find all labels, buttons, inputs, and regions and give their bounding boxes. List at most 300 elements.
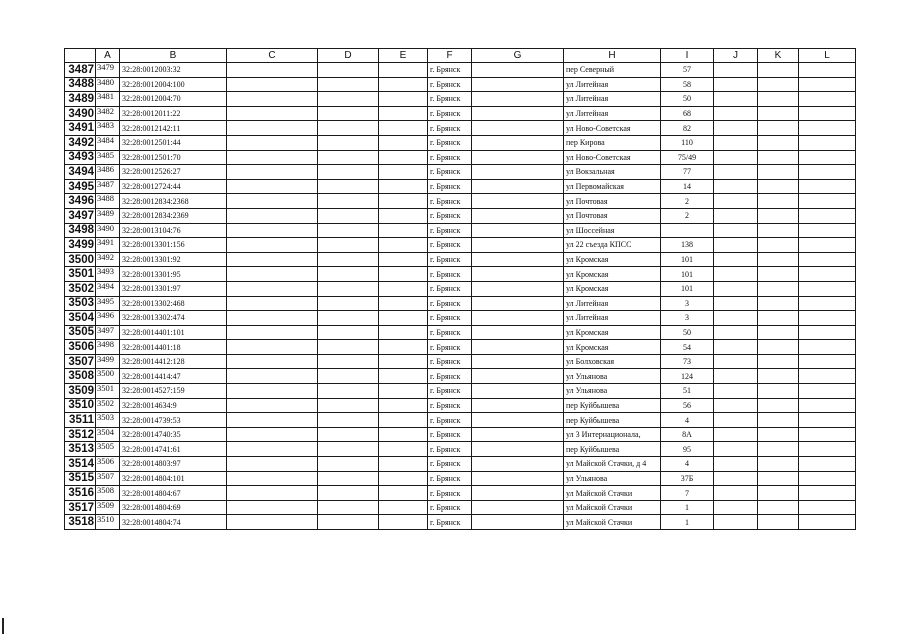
empty-cell-l — [799, 369, 856, 384]
empty-cell-j — [714, 92, 758, 107]
empty-cell-l — [799, 165, 856, 180]
empty-cell-j — [714, 63, 758, 78]
cadastral-number-cell: 32:28:0012724:44 — [120, 179, 227, 194]
empty-cell-c — [227, 340, 318, 355]
empty-cell-d — [318, 457, 379, 472]
cadastral-number-cell: 32:28:0012501:70 — [120, 150, 227, 165]
street-cell: ул Ульянова — [564, 384, 661, 399]
index-cell: 3482 — [96, 106, 120, 121]
empty-cell-g — [472, 398, 564, 413]
empty-cell-j — [714, 398, 758, 413]
empty-cell-j — [714, 457, 758, 472]
empty-cell-c — [227, 515, 318, 530]
city-cell: г. Брянск — [428, 63, 472, 78]
empty-cell-k — [758, 340, 799, 355]
empty-cell-e — [379, 384, 428, 399]
empty-cell-k — [758, 369, 799, 384]
house-number-cell: 110 — [661, 135, 714, 150]
empty-cell-g — [472, 223, 564, 238]
empty-cell-e — [379, 340, 428, 355]
empty-cell-e — [379, 252, 428, 267]
row-number-cell: 3498 — [65, 223, 96, 238]
empty-cell-c — [227, 165, 318, 180]
index-cell: 3497 — [96, 325, 120, 340]
empty-cell-j — [714, 413, 758, 428]
empty-cell-l — [799, 427, 856, 442]
empty-cell-d — [318, 179, 379, 194]
empty-cell-j — [714, 121, 758, 136]
index-cell: 3479 — [96, 63, 120, 78]
empty-cell-e — [379, 442, 428, 457]
city-cell: г. Брянск — [428, 121, 472, 136]
table-row — [65, 223, 856, 238]
empty-cell-k — [758, 281, 799, 296]
row-number-cell: 3507 — [65, 354, 96, 369]
cadastral-number-cell: 32:28:0012004:70 — [120, 92, 227, 107]
empty-cell-j — [714, 296, 758, 311]
empty-cell-c — [227, 471, 318, 486]
empty-cell-j — [714, 500, 758, 515]
house-number-cell: 101 — [661, 281, 714, 296]
empty-cell-l — [799, 208, 856, 223]
empty-cell-c — [227, 106, 318, 121]
table-row — [65, 150, 856, 165]
empty-cell-e — [379, 223, 428, 238]
empty-cell-j — [714, 442, 758, 457]
table-row — [65, 135, 856, 150]
street-cell: ул Почтовая — [564, 208, 661, 223]
empty-cell-c — [227, 457, 318, 472]
empty-cell-g — [472, 106, 564, 121]
index-cell: 3486 — [96, 165, 120, 180]
table-row — [65, 63, 856, 78]
row-number-cell: 3517 — [65, 500, 96, 515]
empty-cell-e — [379, 92, 428, 107]
empty-cell-c — [227, 311, 318, 326]
empty-cell-k — [758, 515, 799, 530]
city-cell: г. Брянск — [428, 165, 472, 180]
empty-cell-g — [472, 340, 564, 355]
table-row — [65, 413, 856, 428]
street-cell: ул Ульянова — [564, 471, 661, 486]
column-header-a: A — [96, 49, 120, 63]
city-cell: г. Брянск — [428, 398, 472, 413]
table-body — [65, 63, 856, 530]
index-cell: 3502 — [96, 398, 120, 413]
empty-cell-k — [758, 223, 799, 238]
empty-cell-g — [472, 325, 564, 340]
column-header-l: L — [799, 49, 856, 63]
empty-cell-d — [318, 340, 379, 355]
row-number-cell: 3503 — [65, 296, 96, 311]
house-number-cell: 57 — [661, 63, 714, 78]
empty-cell-d — [318, 515, 379, 530]
empty-cell-e — [379, 515, 428, 530]
street-cell: ул Майской Стачки — [564, 515, 661, 530]
street-cell: ул Литейная — [564, 77, 661, 92]
empty-cell-l — [799, 238, 856, 253]
cadastral-number-cell: 32:28:0014634:9 — [120, 398, 227, 413]
empty-cell-l — [799, 281, 856, 296]
table-row — [65, 179, 856, 194]
empty-cell-e — [379, 194, 428, 209]
empty-cell-g — [472, 369, 564, 384]
cadastral-number-cell: 32:28:0013302:474 — [120, 311, 227, 326]
table-row — [65, 77, 856, 92]
empty-cell-j — [714, 208, 758, 223]
cadastral-number-cell: 32:28:0012501:44 — [120, 135, 227, 150]
cadastral-number-cell: 32:28:0013302:468 — [120, 296, 227, 311]
empty-cell-d — [318, 77, 379, 92]
row-number-cell: 3489 — [65, 92, 96, 107]
index-cell: 3489 — [96, 208, 120, 223]
table-row — [65, 500, 856, 515]
empty-cell-j — [714, 179, 758, 194]
city-cell: г. Брянск — [428, 267, 472, 282]
house-number-cell: 3 — [661, 311, 714, 326]
city-cell: г. Брянск — [428, 340, 472, 355]
table-row — [65, 208, 856, 223]
table-row — [65, 354, 856, 369]
city-cell: г. Брянск — [428, 354, 472, 369]
cadastral-number-cell: 32:28:0012003:32 — [120, 63, 227, 78]
empty-cell-c — [227, 281, 318, 296]
empty-cell-l — [799, 121, 856, 136]
empty-cell-k — [758, 77, 799, 92]
street-cell: ул Ново-Советская — [564, 150, 661, 165]
empty-cell-j — [714, 106, 758, 121]
index-cell: 3485 — [96, 150, 120, 165]
column-header-row — [65, 49, 856, 63]
column-header-b: B — [120, 49, 227, 63]
empty-cell-g — [472, 150, 564, 165]
empty-cell-l — [799, 442, 856, 457]
empty-cell-d — [318, 92, 379, 107]
city-cell: г. Брянск — [428, 77, 472, 92]
cadastral-number-cell: 32:28:0012004:100 — [120, 77, 227, 92]
empty-cell-d — [318, 165, 379, 180]
row-number-cell: 3516 — [65, 486, 96, 501]
house-number-cell: 14 — [661, 179, 714, 194]
table-row — [65, 442, 856, 457]
row-number-cell: 3492 — [65, 135, 96, 150]
empty-cell-l — [799, 179, 856, 194]
index-cell: 3503 — [96, 413, 120, 428]
empty-cell-g — [472, 471, 564, 486]
empty-cell-k — [758, 311, 799, 326]
cadastral-number-cell: 32:28:0013301:156 — [120, 238, 227, 253]
empty-cell-j — [714, 135, 758, 150]
empty-cell-e — [379, 281, 428, 296]
empty-cell-l — [799, 398, 856, 413]
cadastral-number-cell: 32:28:0014527:159 — [120, 384, 227, 399]
empty-cell-j — [714, 486, 758, 501]
house-number-cell: 50 — [661, 325, 714, 340]
empty-cell-c — [227, 500, 318, 515]
empty-cell-l — [799, 471, 856, 486]
index-cell: 3507 — [96, 471, 120, 486]
house-number-cell: 73 — [661, 354, 714, 369]
empty-cell-k — [758, 63, 799, 78]
house-number-cell: 101 — [661, 267, 714, 282]
table-row — [65, 457, 856, 472]
empty-cell-k — [758, 457, 799, 472]
street-cell: ул Болховская — [564, 354, 661, 369]
table-row — [65, 121, 856, 136]
cadastral-number-cell: 32:28:0013301:95 — [120, 267, 227, 282]
city-cell: г. Брянск — [428, 325, 472, 340]
empty-cell-g — [472, 238, 564, 253]
street-cell: ул Первомайская — [564, 179, 661, 194]
street-cell: ул Кромская — [564, 281, 661, 296]
empty-cell-l — [799, 223, 856, 238]
table-row — [65, 194, 856, 209]
empty-cell-g — [472, 500, 564, 515]
empty-cell-c — [227, 194, 318, 209]
house-number-cell: 56 — [661, 398, 714, 413]
city-cell: г. Брянск — [428, 252, 472, 267]
empty-cell-l — [799, 252, 856, 267]
empty-cell-k — [758, 92, 799, 107]
street-cell: пер Северный — [564, 63, 661, 78]
empty-cell-c — [227, 486, 318, 501]
empty-cell-j — [714, 165, 758, 180]
index-cell: 3501 — [96, 384, 120, 399]
empty-cell-d — [318, 135, 379, 150]
empty-cell-g — [472, 486, 564, 501]
empty-cell-e — [379, 77, 428, 92]
street-cell: ул Литейная — [564, 92, 661, 107]
table-row — [65, 515, 856, 530]
table-row — [65, 427, 856, 442]
empty-cell-k — [758, 179, 799, 194]
empty-cell-e — [379, 121, 428, 136]
empty-cell-e — [379, 427, 428, 442]
street-cell: ул Вокзальная — [564, 165, 661, 180]
empty-cell-e — [379, 238, 428, 253]
empty-cell-k — [758, 252, 799, 267]
empty-cell-d — [318, 500, 379, 515]
street-cell: ул Майской Стачки, д 4 — [564, 457, 661, 472]
empty-cell-j — [714, 369, 758, 384]
cadastral-number-cell: 32:28:0013301:97 — [120, 281, 227, 296]
empty-cell-c — [227, 223, 318, 238]
empty-cell-d — [318, 369, 379, 384]
street-cell: ул Шоссейная — [564, 223, 661, 238]
empty-cell-c — [227, 354, 318, 369]
index-cell: 3504 — [96, 427, 120, 442]
empty-cell-k — [758, 208, 799, 223]
index-cell: 3481 — [96, 92, 120, 107]
cadastral-number-cell: 32:28:0014804:69 — [120, 500, 227, 515]
row-number-cell: 3491 — [65, 121, 96, 136]
empty-cell-g — [472, 354, 564, 369]
empty-cell-g — [472, 92, 564, 107]
house-number-cell: 3 — [661, 296, 714, 311]
empty-cell-l — [799, 413, 856, 428]
empty-cell-c — [227, 325, 318, 340]
empty-cell-k — [758, 267, 799, 282]
empty-cell-d — [318, 150, 379, 165]
empty-cell-l — [799, 296, 856, 311]
empty-cell-c — [227, 384, 318, 399]
cadastral-number-cell: 32:28:0014739:53 — [120, 413, 227, 428]
city-cell: г. Брянск — [428, 238, 472, 253]
index-cell: 3487 — [96, 179, 120, 194]
empty-cell-g — [472, 252, 564, 267]
empty-cell-j — [714, 252, 758, 267]
empty-cell-c — [227, 413, 318, 428]
row-number-cell: 3493 — [65, 150, 96, 165]
street-cell: ул Кромская — [564, 325, 661, 340]
house-number-cell: 58 — [661, 77, 714, 92]
column-header-j: J — [714, 49, 758, 63]
row-number-cell: 3501 — [65, 267, 96, 282]
empty-cell-j — [714, 471, 758, 486]
index-cell: 3495 — [96, 296, 120, 311]
empty-cell-k — [758, 325, 799, 340]
index-cell: 3496 — [96, 311, 120, 326]
house-number-cell: 82 — [661, 121, 714, 136]
empty-cell-g — [472, 63, 564, 78]
city-cell: г. Брянск — [428, 500, 472, 515]
table-row — [65, 238, 856, 253]
house-number-cell: 54 — [661, 340, 714, 355]
empty-cell-e — [379, 296, 428, 311]
empty-cell-d — [318, 354, 379, 369]
empty-cell-e — [379, 135, 428, 150]
row-number-cell: 3490 — [65, 106, 96, 121]
empty-cell-c — [227, 150, 318, 165]
empty-cell-j — [714, 427, 758, 442]
scan-edge-mark — [2, 618, 4, 634]
cadastral-number-cell: 32:28:0014804:67 — [120, 486, 227, 501]
empty-cell-j — [714, 150, 758, 165]
empty-cell-g — [472, 427, 564, 442]
empty-cell-d — [318, 325, 379, 340]
cadastral-number-cell: 32:28:0012526:27 — [120, 165, 227, 180]
empty-cell-d — [318, 223, 379, 238]
empty-cell-g — [472, 296, 564, 311]
cadastral-number-cell: 32:28:0014401:101 — [120, 325, 227, 340]
empty-cell-l — [799, 457, 856, 472]
house-number-cell: 37Б — [661, 471, 714, 486]
empty-cell-k — [758, 121, 799, 136]
cadastral-number-cell: 32:28:0014804:101 — [120, 471, 227, 486]
city-cell: г. Брянск — [428, 457, 472, 472]
empty-cell-e — [379, 208, 428, 223]
empty-cell-e — [379, 369, 428, 384]
house-number-cell: 4 — [661, 413, 714, 428]
empty-cell-k — [758, 500, 799, 515]
empty-cell-d — [318, 471, 379, 486]
empty-cell-g — [472, 281, 564, 296]
empty-cell-c — [227, 252, 318, 267]
empty-cell-j — [714, 384, 758, 399]
empty-cell-g — [472, 384, 564, 399]
empty-cell-g — [472, 121, 564, 136]
empty-cell-k — [758, 135, 799, 150]
index-cell: 3506 — [96, 457, 120, 472]
empty-cell-c — [227, 63, 318, 78]
index-cell: 3490 — [96, 223, 120, 238]
empty-cell-g — [472, 267, 564, 282]
cadastral-number-cell: 32:28:0012834:2369 — [120, 208, 227, 223]
spreadsheet-table — [64, 48, 856, 530]
empty-cell-g — [472, 135, 564, 150]
street-cell: пер Куйбышева — [564, 442, 661, 457]
row-number-cell: 3504 — [65, 311, 96, 326]
table-row — [65, 92, 856, 107]
empty-cell-g — [472, 179, 564, 194]
empty-cell-k — [758, 165, 799, 180]
cadastral-number-cell: 32:28:0012011:22 — [120, 106, 227, 121]
empty-cell-l — [799, 500, 856, 515]
street-cell: ул Майской Стачки — [564, 486, 661, 501]
empty-cell-k — [758, 486, 799, 501]
empty-cell-k — [758, 354, 799, 369]
index-cell: 3488 — [96, 194, 120, 209]
city-cell: г. Брянск — [428, 194, 472, 209]
house-number-cell: 138 — [661, 238, 714, 253]
empty-cell-l — [799, 515, 856, 530]
empty-cell-l — [799, 92, 856, 107]
index-cell: 3494 — [96, 281, 120, 296]
index-cell: 3499 — [96, 354, 120, 369]
empty-cell-e — [379, 325, 428, 340]
empty-cell-l — [799, 135, 856, 150]
empty-cell-l — [799, 106, 856, 121]
empty-cell-d — [318, 238, 379, 253]
empty-cell-g — [472, 208, 564, 223]
city-cell: г. Брянск — [428, 486, 472, 501]
table-row — [65, 369, 856, 384]
row-number-cell: 3497 — [65, 208, 96, 223]
table-row — [65, 106, 856, 121]
empty-cell-j — [714, 238, 758, 253]
empty-cell-j — [714, 223, 758, 238]
house-number-cell: 51 — [661, 384, 714, 399]
house-number-cell: 101 — [661, 252, 714, 267]
table-row — [65, 398, 856, 413]
cadastral-number-cell: 32:28:0014414:47 — [120, 369, 227, 384]
row-number-cell: 3495 — [65, 179, 96, 194]
street-cell: ул Кромская — [564, 340, 661, 355]
empty-cell-c — [227, 92, 318, 107]
cadastral-number-cell: 32:28:0013104:76 — [120, 223, 227, 238]
index-cell: 3493 — [96, 267, 120, 282]
house-number-cell: 124 — [661, 369, 714, 384]
street-cell: пер Кирова — [564, 135, 661, 150]
column-header-e: E — [379, 49, 428, 63]
row-number-cell: 3506 — [65, 340, 96, 355]
empty-cell-j — [714, 325, 758, 340]
city-cell: г. Брянск — [428, 427, 472, 442]
empty-cell-e — [379, 63, 428, 78]
empty-cell-j — [714, 267, 758, 282]
house-number-cell: 1 — [661, 515, 714, 530]
row-number-cell: 3502 — [65, 281, 96, 296]
empty-cell-k — [758, 442, 799, 457]
empty-cell-c — [227, 398, 318, 413]
street-cell: ул Ново-Советская — [564, 121, 661, 136]
empty-cell-e — [379, 457, 428, 472]
cadastral-number-cell: 32:28:0014803:97 — [120, 457, 227, 472]
empty-cell-d — [318, 63, 379, 78]
house-number-cell: 75/49 — [661, 150, 714, 165]
index-cell: 3480 — [96, 77, 120, 92]
empty-cell-k — [758, 398, 799, 413]
